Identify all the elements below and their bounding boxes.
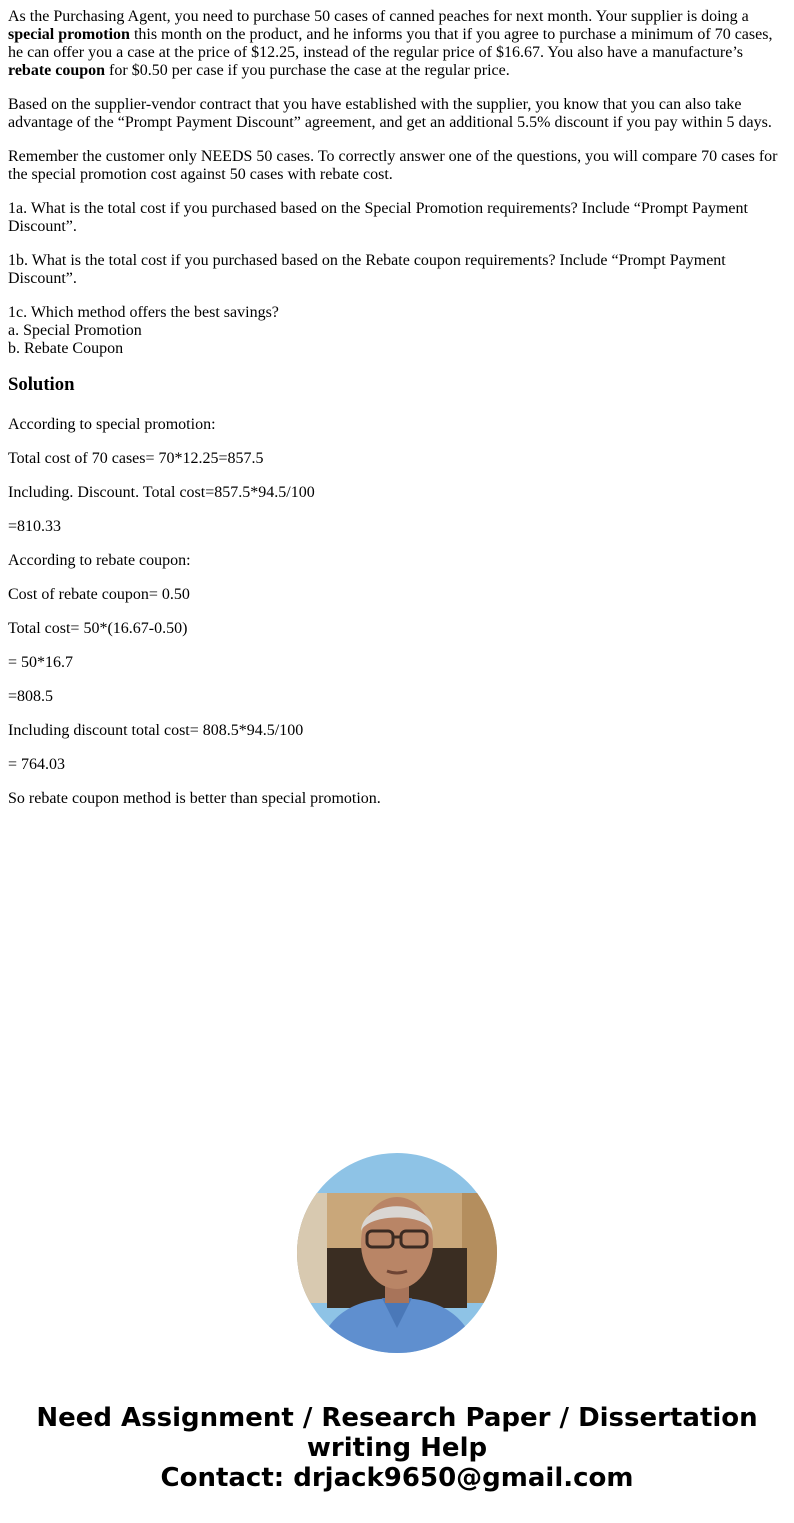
intro-text-3: for $0.50 per case if you purchase the case at the regular price. [105,62,510,79]
solution-line: According to special promotion: [8,416,216,433]
solution-line: Total cost of 70 cases= 70*12.25=857.5 [8,450,264,467]
solution-line: Total cost= 50*(16.67-0.50) [8,620,188,637]
solution-heading: Solution [8,374,75,395]
intro-bold-rebate-coupon: rebate coupon [8,62,106,79]
solution-line: So rebate coupon method is better than special promotion. [8,790,381,807]
question-1c [8,304,786,358]
intro-text-1: As the Purchasing Agent, you need to purchase 50 cases of canned peaches for next month. Your supplier is doing a [8,8,749,25]
solution-line: Including. Discount. Total cost=857.5*94.5/100 [8,484,315,501]
solution-line: =808.5 [8,688,54,705]
option-a: a. Special Promotion [8,322,142,339]
solution-line: = 764.03 [8,756,66,773]
question-1c-text: 1c. Which method offers the best savings? [8,304,279,321]
intro-text-2: this month on the product, and he informs you that if you agree to purchase a minimum of 70 cases, he can offer you a case at the price of $12.25, instead of the regular price of $16.67. You also have a manufacture’s [8,26,773,61]
question-1a: 1a. What is the total cost if you purchased based on the Special Promotion requirements? Include “Prompt Payment Discount”. [8,200,748,235]
question-reminder: Remember the customer only NEEDS 50 cases. To correctly answer one of the questions, you will compare 70 cases for the special promotion cost against 50 cases with rebate cost. [8,148,778,183]
footer-line-2: writing Help [306,1433,488,1463]
solution-line: =810.33 [8,518,62,535]
question-contract: Based on the supplier-vendor contract that you have established with the supplier, you know that you can also take advantage of the “Prompt Payment Discount” agreement, and get an additional 5.5% discount if you pay within 5 days. [8,96,772,131]
footer-contact-line: Contact: drjack9650@gmail.com [160,1463,634,1493]
document-body [8,8,786,824]
intro-bold-special-promotion: special promotion [8,26,130,43]
option-b: b. Rebate Coupon [8,340,124,357]
question-intro [8,8,786,80]
footer-line-1: Need Assignment / Research Paper / Dissertation [36,1403,758,1433]
solution-line: Cost of rebate coupon= 0.50 [8,586,190,603]
author-avatar [297,1153,497,1353]
avatar-portrait-illustration [297,1153,497,1353]
solution-line: According to rebate coupon: [8,552,191,569]
solution-line: = 50*16.7 [8,654,74,671]
footer-contact-banner [0,1403,794,1493]
question-1b: 1b. What is the total cost if you purchased based on the Rebate coupon requirements? Include “Prompt Payment Discount”. [8,252,726,287]
solution-line: Including discount total cost= 808.5*94.5/100 [8,722,304,739]
